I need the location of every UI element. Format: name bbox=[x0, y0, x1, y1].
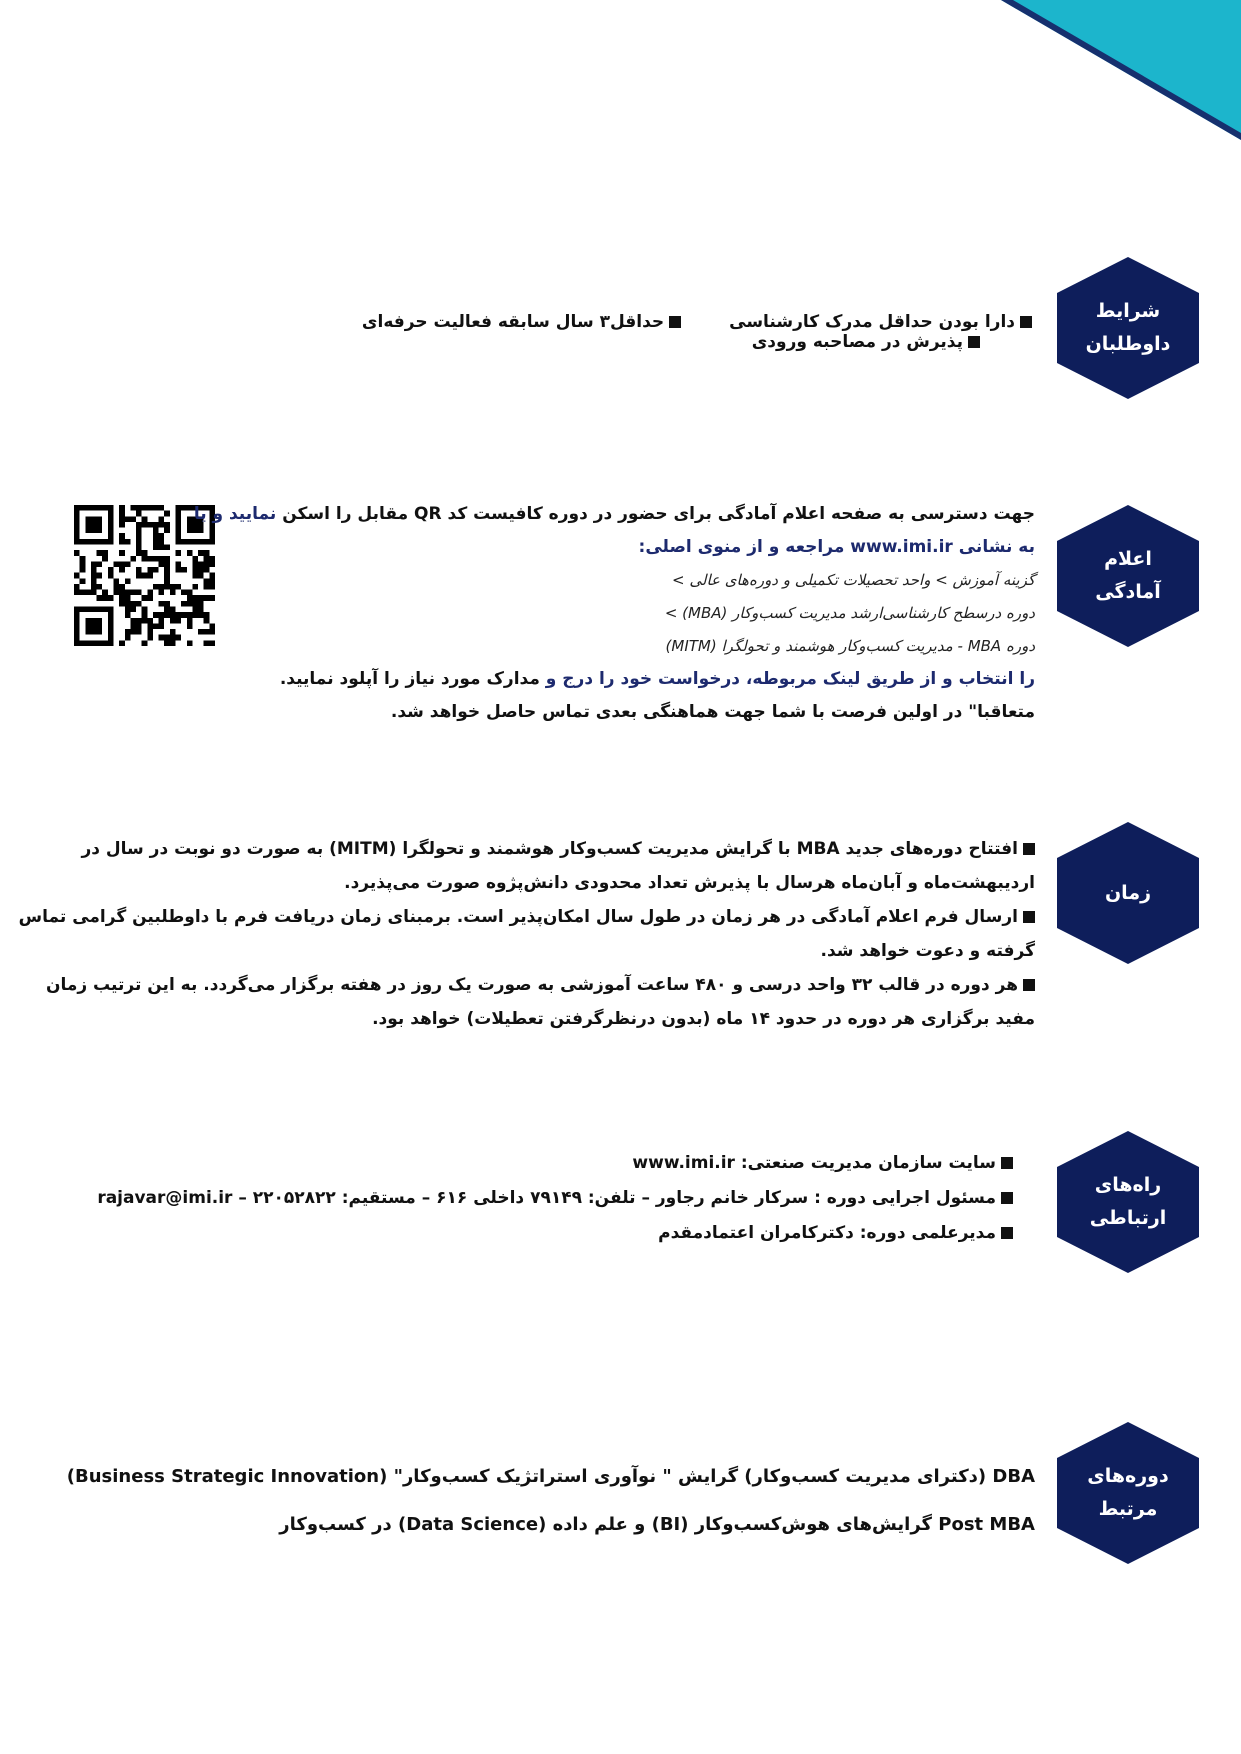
corner-decoration bbox=[1001, 0, 1241, 140]
section-title-related: دوره‌های مرتبط bbox=[1087, 1465, 1169, 1520]
hex-time bbox=[1057, 822, 1199, 964]
contact-list bbox=[93, 1146, 1013, 1251]
requirement-item: پذیرش در مصاحبه ورودی bbox=[752, 332, 980, 352]
requirement-item: حداقل۳ سال سابقه فعالیت حرفه‌ای bbox=[362, 312, 681, 332]
section-title-announce: اعلام آمادگی bbox=[1095, 548, 1161, 603]
contact-website[interactable]: سایت سازمان مدیریت صنعتی: www.imi.ir bbox=[93, 1146, 1013, 1181]
website-link[interactable]: www.imi.ir bbox=[850, 537, 953, 557]
announce-line-2: به نشانی www.imi.ir مراجعه و از منوی اصلی: bbox=[638, 537, 1035, 557]
section-title-time: زمان bbox=[1104, 881, 1152, 904]
announce-line-7: متعاقبا" در اولین فرصت با شما جهت هماهنگی بعدی تماس حاصل خواهد شد. bbox=[390, 702, 1035, 722]
menu-path-1: گزینه آموزش > واحد تحصیلات تکمیلی و دوره‌های عالی > bbox=[672, 571, 1035, 589]
time-paragraph-2: ارسال فرم اعلام آمادگی در هر زمان در طول سال امکان‌پذیر است. برمبنای زمان دریافت فرم با داوطلبین گرامی تماس bbox=[95, 900, 1035, 934]
related-post-mba: Post MBA گرایش‌های هوش‌کسب‌وکار (BI) و علم داده (Data Science) در کسب‌وکار bbox=[279, 1514, 1035, 1535]
announce-line-6: را انتخاب و از طریق لینک مربوطه، درخواست خود را درج و مدارک مورد نیاز را آپلود نمایید. bbox=[279, 669, 1035, 689]
requirement-item: دارا بودن حداقل مدرک کارشناسی bbox=[729, 312, 1032, 332]
hex-announce bbox=[1057, 505, 1199, 647]
related-list bbox=[66, 1453, 1035, 1549]
time-text: افتتاح دوره‌های جدید MBA با گرایش مدیریت کسب‌وکار هوشمند و تحولگرا (MITM) به صورت دو نوبت در سال در اردیبهشت‌ماه و آبان‌ماه هرسال با پذیرش تعداد محدودی دانش‌پژوه صورت می‌پذیرد. ارسال فرم اعلام آمادگی در هر زمان در طول سال امکان‌پذیر است. برمبنای زمان دریافت فرم با داوطلبین گرامی تماس گرفته و دعوت خواهد شد. هر دوره در قالب ۳۲ واحد درسی و ۴۸۰ ساعت آموزشی به صورت یک روز در هفته برگزار می‌گردد. به این ترتیب زمان مفید برگزاری هر دوره در حدود ۱۴ ماه (بدون درنظرگرفتن تعطیلات) خواهد بود. bbox=[95, 832, 1035, 1036]
time-paragraph-3: هر دوره در قالب ۳۲ واحد درسی و ۴۸۰ ساعت آموزشی به صورت یک روز در هفته برگزار می‌گردد. به این ترتیب زمان bbox=[95, 968, 1035, 1002]
announce-text bbox=[193, 498, 1035, 729]
hex-related bbox=[1057, 1422, 1199, 1564]
announce-line-1: جهت دسترسی به صفحه اعلام آمادگی برای حضور در دوره کافیست کد QR مقابل را اسکن نمایید و یا bbox=[193, 504, 1035, 524]
contact-director: مدیرعلمی دوره: دکترکامران اعتمادمقدم bbox=[93, 1216, 1013, 1251]
menu-path-2: دوره درسطح کارشناسی‌ارشد مدیریت کسب‌وکار (MBA) > bbox=[664, 604, 1035, 622]
requirements-list bbox=[132, 312, 1032, 352]
section-title-contact: راه‌های ارتباطی bbox=[1089, 1174, 1167, 1229]
contact-executive: مسئول اجرایی دوره : سرکار خانم رجاور – تلفن: ۷۹۱۴۹ داخلی ۶۱۶ – مستقیم: ۲۲۰۵۲۸۲۲ – rajavar@imi.ir bbox=[93, 1181, 1013, 1216]
hex-requirements bbox=[1057, 257, 1199, 399]
related-dba: DBA (دکترای مدیریت کسب‌وکار) گرایش " نوآوری استراتژیک کسب‌وکار" (Business Strategic Innovation) bbox=[66, 1466, 1035, 1487]
hex-contact bbox=[1057, 1131, 1199, 1273]
menu-path-3: دوره MBA - مدیریت کسب‌وکار هوشمند و تحولگرا (MITM) bbox=[665, 637, 1035, 655]
time-paragraph-1: افتتاح دوره‌های جدید MBA با گرایش مدیریت کسب‌وکار هوشمند و تحولگرا (MITM) به صورت دو نوبت در سال در bbox=[95, 832, 1035, 866]
section-title-requirements: شرایط داوطلبان bbox=[1085, 300, 1171, 355]
